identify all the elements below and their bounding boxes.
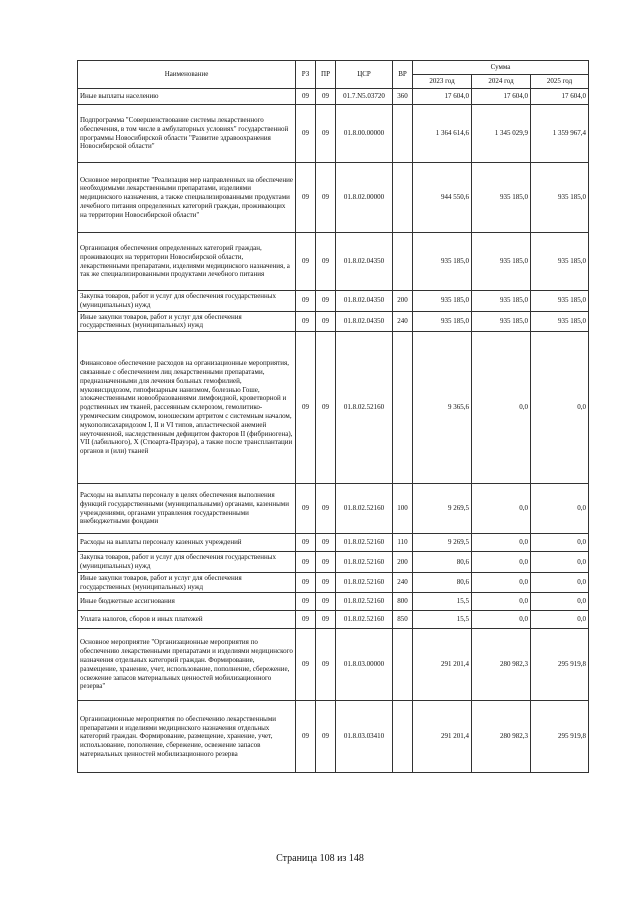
row-vr: 200	[393, 552, 413, 573]
table-row	[78, 629, 589, 701]
row-sum-2024: 935 185,0	[472, 163, 531, 233]
row-csr: 01.8.03.00000	[336, 629, 393, 701]
row-sum-2024: 0,0	[472, 611, 531, 629]
row-rz: 09	[296, 701, 316, 773]
row-sum-2024: 280 982,3	[472, 629, 531, 701]
row-rz: 09	[296, 611, 316, 629]
row-pr: 09	[316, 311, 336, 332]
header-name: Наименование	[78, 61, 296, 89]
row-vr	[393, 701, 413, 773]
row-sum-2025: 0,0	[531, 332, 589, 484]
row-csr: 01.8.02.52160	[336, 593, 393, 611]
row-name: Подпрограмма "Совершенствование системы лекарственного обеспечения, в том числе в амбулаторных условиях" государственной программы Новосибирской области "Развитие здравоохранения Новосибирской области"	[78, 105, 296, 163]
row-pr: 09	[316, 572, 336, 593]
row-vr	[393, 105, 413, 163]
header-year-2024: 2024 год	[472, 75, 531, 89]
row-pr: 09	[316, 611, 336, 629]
row-sum-2025: 935 185,0	[531, 311, 589, 332]
row-sum-2024: 0,0	[472, 534, 531, 552]
header-csr: ЦСР	[336, 61, 393, 89]
row-pr: 09	[316, 484, 336, 534]
page-number: Страница 108 из 148	[276, 853, 364, 864]
table-header	[78, 61, 589, 89]
row-name: Закупка товаров, работ и услуг для обеспечения государственных (муниципальных) нужд	[78, 291, 296, 312]
row-name: Финансовое обеспечение расходов на организационные мероприятия, связанные с обеспечением лиц лекарственными препаратами, предназначенными для лечения больных гемофилией, муковисцидозом, гипофизарным нанизмом, болезнью Гоше, злокачественными новообразованиями лимфоидной, кроветворной и родственных им тканей, рассеянным склерозом, гемолитико-уремическим синдромом, юношеским артритом с системным началом, мукополисахаридозом I, II и VI типов, апластической анемией неуточненной, наследственным дефицитом факторов II (фибриногена), VII (лабильного), X (Стюарта-Прауэра), а также после трансплантации органов и (или) тканей	[78, 332, 296, 484]
row-vr	[393, 233, 413, 291]
row-rz: 09	[296, 593, 316, 611]
row-sum-2023: 935 185,0	[413, 291, 472, 312]
row-sum-2024: 1 345 029,9	[472, 105, 531, 163]
row-sum-2023: 935 185,0	[413, 311, 472, 332]
row-vr: 850	[393, 611, 413, 629]
row-csr: 01.8.02.52160	[336, 572, 393, 593]
row-name: Расходы на выплаты персоналу казенных учреждений	[78, 534, 296, 552]
row-rz: 09	[296, 629, 316, 701]
row-pr: 09	[316, 593, 336, 611]
row-sum-2025: 0,0	[531, 593, 589, 611]
budget-table	[77, 60, 589, 773]
row-name: Иные выплаты населению	[78, 89, 296, 105]
row-sum-2023: 9 269,5	[413, 484, 472, 534]
row-name: Иные закупки товаров, работ и услуг для обеспечения государственных (муниципальных) нужд	[78, 572, 296, 593]
row-name: Основное мероприятие "Организационные мероприятия по обеспечению лекарственными препаратами и изделиями медицинского назначения отдельных категорий граждан. Формирование, размещение, хранение, учет, использование, пополнение, сбережение, освежение запасов материальных ценностей мобилизационного резерва"	[78, 629, 296, 701]
row-pr: 09	[316, 629, 336, 701]
row-name: Организация обеспечения определенных категорий граждан, проживающих на территории Новосибирской области, лекарственными препаратами, изделиями медицинского назначения, а так же специализированными продуктами лечебного питания	[78, 233, 296, 291]
row-sum-2023: 15,5	[413, 611, 472, 629]
row-sum-2023: 944 550,6	[413, 163, 472, 233]
row-pr: 09	[316, 291, 336, 312]
table-row	[78, 332, 589, 484]
row-sum-2024: 0,0	[472, 484, 531, 534]
row-sum-2025: 0,0	[531, 534, 589, 552]
header-vr: ВР	[393, 61, 413, 89]
row-sum-2023: 9 365,6	[413, 332, 472, 484]
row-sum-2024: 17 604,0	[472, 89, 531, 105]
row-name: Иные закупки товаров, работ и услуг для обеспечения государственных (муниципальных) нужд	[78, 311, 296, 332]
row-sum-2025: 17 604,0	[531, 89, 589, 105]
row-rz: 09	[296, 105, 316, 163]
row-vr: 240	[393, 311, 413, 332]
row-sum-2025: 295 919,8	[531, 701, 589, 773]
row-sum-2024: 0,0	[472, 332, 531, 484]
row-sum-2023: 935 185,0	[413, 233, 472, 291]
row-sum-2024: 280 982,3	[472, 701, 531, 773]
row-pr: 09	[316, 701, 336, 773]
row-vr: 360	[393, 89, 413, 105]
row-rz: 09	[296, 534, 316, 552]
table-row	[78, 572, 589, 593]
row-name: Уплата налогов, сборов и иных платежей	[78, 611, 296, 629]
row-csr: 01.8.02.52160	[336, 552, 393, 573]
row-sum-2025: 1 359 967,4	[531, 105, 589, 163]
row-sum-2023: 80,6	[413, 572, 472, 593]
row-pr: 09	[316, 534, 336, 552]
row-sum-2024: 935 185,0	[472, 233, 531, 291]
row-vr: 200	[393, 291, 413, 312]
table-row	[78, 484, 589, 534]
row-sum-2023: 9 269,5	[413, 534, 472, 552]
row-vr: 800	[393, 593, 413, 611]
row-pr: 09	[316, 552, 336, 573]
row-name: Закупка товаров, работ и услуг для обеспечения государственных (муниципальных) нужд	[78, 552, 296, 573]
row-sum-2023: 291 201,4	[413, 701, 472, 773]
row-name: Организационные мероприятия по обеспечению лекарственными препаратами и изделиями медицинского назначения отдельных категорий граждан. Формирование, размещение, хранение, учет, использование, пополнение, сбережение, освежение запасов материальных ценностей мобилизационного резерва	[78, 701, 296, 773]
row-sum-2024: 935 185,0	[472, 311, 531, 332]
row-csr: 01.8.03.03410	[336, 701, 393, 773]
row-sum-2024: 0,0	[472, 552, 531, 573]
row-name: Основное мероприятие "Реализация мер направленных на обеспечение необходимыми лекарственными препаратами, изделиями медицинского назначения, а также специализированными продуктами лечебного питания определенных категорий граждан, проживающих на территории Новосибирской области"	[78, 163, 296, 233]
row-vr	[393, 629, 413, 701]
header-rz: РЗ	[296, 61, 316, 89]
row-pr: 09	[316, 89, 336, 105]
table-row	[78, 105, 589, 163]
header-year-2023: 2023 год	[413, 75, 472, 89]
row-vr	[393, 163, 413, 233]
table-row	[78, 89, 589, 105]
row-csr: 01.8.02.04350	[336, 311, 393, 332]
header-year-2025: 2025 год	[531, 75, 589, 89]
row-rz: 09	[296, 163, 316, 233]
row-vr: 240	[393, 572, 413, 593]
row-sum-2024: 0,0	[472, 593, 531, 611]
row-sum-2024: 0,0	[472, 572, 531, 593]
row-sum-2025: 935 185,0	[531, 163, 589, 233]
table-row	[78, 701, 589, 773]
row-rz: 09	[296, 572, 316, 593]
row-csr: 01.8.02.52160	[336, 484, 393, 534]
row-sum-2025: 0,0	[531, 572, 589, 593]
row-pr: 09	[316, 233, 336, 291]
row-csr: 01.8.02.04350	[336, 291, 393, 312]
table-row	[78, 593, 589, 611]
table-body	[78, 89, 589, 773]
table-row	[78, 163, 589, 233]
row-pr: 09	[316, 163, 336, 233]
row-csr: 01.8.02.04350	[336, 233, 393, 291]
row-vr: 100	[393, 484, 413, 534]
row-pr: 09	[316, 105, 336, 163]
row-sum-2025: 0,0	[531, 484, 589, 534]
row-rz: 09	[296, 89, 316, 105]
table-row	[78, 233, 589, 291]
row-pr: 09	[316, 332, 336, 484]
row-name: Иные бюджетные ассигнования	[78, 593, 296, 611]
row-rz: 09	[296, 311, 316, 332]
header-pr: ПР	[316, 61, 336, 89]
row-csr: 01.8.02.52160	[336, 611, 393, 629]
row-rz: 09	[296, 332, 316, 484]
row-csr: 01.7.N5.03720	[336, 89, 393, 105]
row-sum-2025: 0,0	[531, 552, 589, 573]
row-csr: 01.8.02.00000	[336, 163, 393, 233]
row-rz: 09	[296, 484, 316, 534]
row-rz: 09	[296, 291, 316, 312]
table-row	[78, 552, 589, 573]
row-sum-2023: 80,6	[413, 552, 472, 573]
row-sum-2023: 17 604,0	[413, 89, 472, 105]
table-row	[78, 534, 589, 552]
row-sum-2025: 0,0	[531, 611, 589, 629]
header-sum: Сумма	[413, 61, 589, 75]
row-rz: 09	[296, 552, 316, 573]
row-sum-2023: 15,5	[413, 593, 472, 611]
table-row	[78, 291, 589, 312]
row-sum-2023: 1 364 614,6	[413, 105, 472, 163]
row-rz: 09	[296, 233, 316, 291]
row-vr: 110	[393, 534, 413, 552]
table-row	[78, 611, 589, 629]
row-sum-2024: 935 185,0	[472, 291, 531, 312]
row-csr: 01.8.02.52160	[336, 332, 393, 484]
row-csr: 01.8.02.52160	[336, 534, 393, 552]
row-name: Расходы на выплаты персоналу в целях обеспечения выполнения функций государственными (муниципальными) органами, казенными учреждениями, органами управления государственными внебюджетными фондами	[78, 484, 296, 534]
row-sum-2025: 935 185,0	[531, 233, 589, 291]
row-sum-2023: 291 201,4	[413, 629, 472, 701]
row-vr	[393, 332, 413, 484]
row-sum-2025: 295 919,8	[531, 629, 589, 701]
row-sum-2025: 935 185,0	[531, 291, 589, 312]
table-row	[78, 311, 589, 332]
row-csr: 01.8.00.00000	[336, 105, 393, 163]
